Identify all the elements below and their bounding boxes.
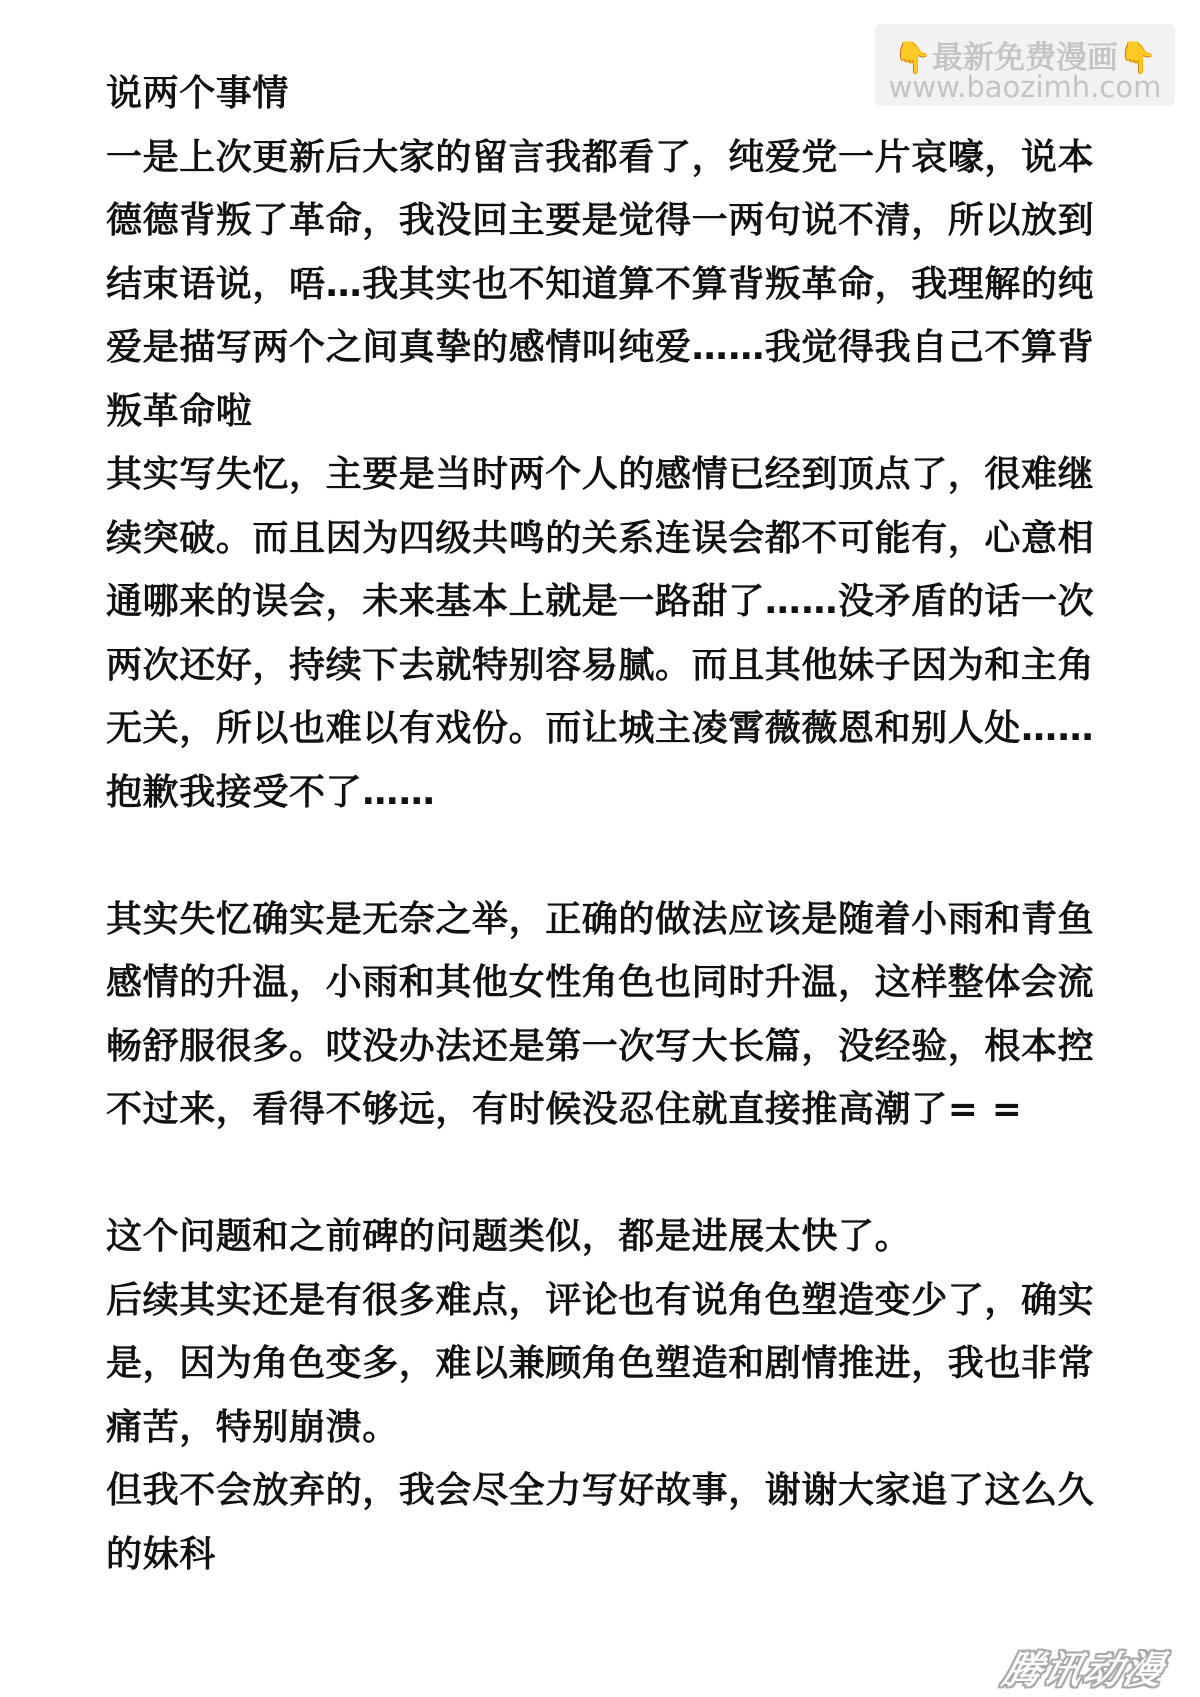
paragraph: 但我不会放弃的，我会尽全力写好故事，谢谢大家追了这么久的妹科: [106, 1470, 1095, 1575]
pointing-down-icon: 👇: [1118, 40, 1157, 76]
paragraph: 这个问题和之前碑的问题类似，都是进展太快了。: [106, 1216, 912, 1257]
watermark-title: 最新免费漫画: [932, 40, 1118, 76]
paragraph-spacer: [106, 1142, 1126, 1206]
paragraph-spacer: [106, 824, 1126, 888]
logo-text: 腾讯动漫: [998, 1648, 1170, 1692]
author-note-article: [106, 62, 1126, 1586]
paragraph: 一是上次更新后大家的留言我都看了，纯爱党一片哀嚎，说本德德背叛了革命，我没回主要是觉得一两句说不清，所以放到结束语说，唔…我其实也不知道算不算背叛革命，我理解的纯爱是描写两个之间真挚的感情叫纯爱……我觉得我自己不算背叛革命啦: [106, 136, 1095, 432]
note-heading: 说两个事情: [106, 73, 290, 114]
paragraph: 后续其实还是有很多难点，评论也有说角色塑造变少了，确实是，因为角色变多，难以兼顾角色塑造和剧情推进，我也非常痛苦，特别崩溃。: [106, 1279, 1095, 1448]
paragraph: 其实失忆确实是无奈之举，正确的做法应该是随着小雨和青鱼感情的升温，小雨和其他女性角色也同时升温，这样整体会流畅舒服很多。哎没办法还是第一次写大长篇，没经验，根本控不过来，看得不够远，有时候没忍住就直接推高潮了= =: [106, 898, 1095, 1130]
paragraph: 其实写失忆，主要是当时两个人的感情已经到顶点了，很难继续突破。而且因为四级共鸣的关系连误会都不可能有，心意相通哪来的误会，未来基本上就是一路甜了……没矛盾的话一次两次还好，持续下去就特别容易腻。而且其他妹子因为和主角无关，所以也难以有戏份。而让城主凌霄薇薇恩和别人处……抱歉我接受不了……: [106, 454, 1095, 813]
watermark-url: www.baozimh.com: [888, 70, 1162, 104]
tencent-comics-logo: [980, 1648, 1189, 1692]
pointing-down-icon: 👇: [893, 40, 932, 76]
